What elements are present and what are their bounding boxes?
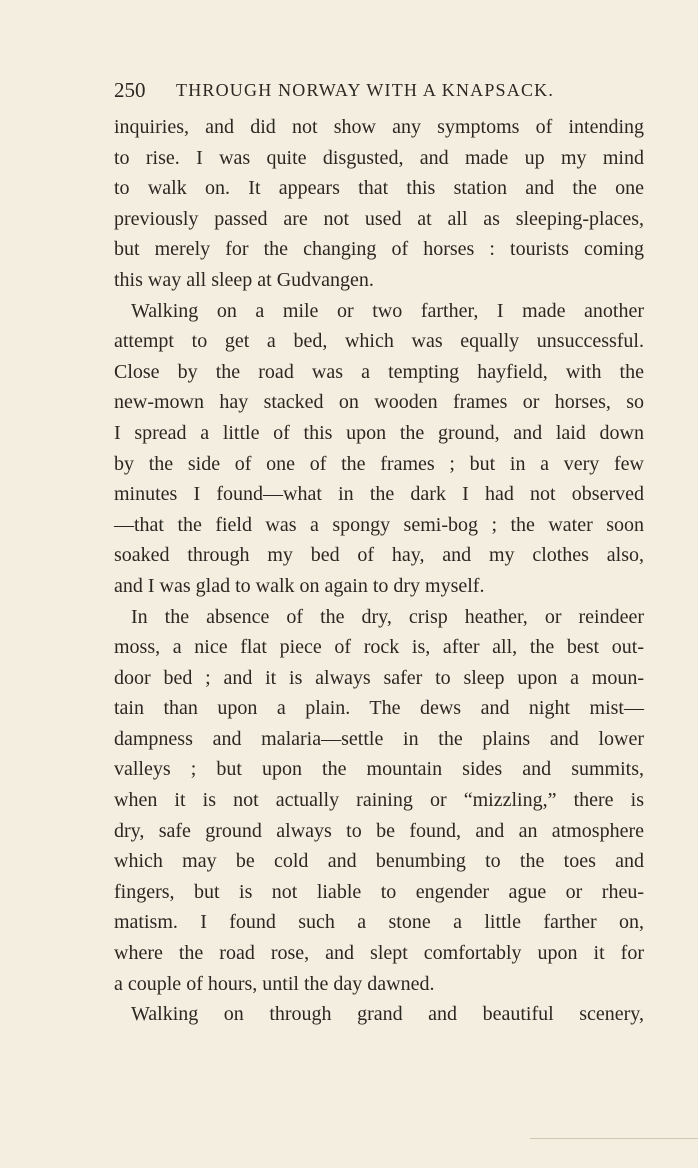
text-line: inquiries, and did not show any symptoms of intending xyxy=(114,116,644,138)
body-text xyxy=(114,112,644,1030)
text-line: Close by the road was a tempting hayfield, with the xyxy=(114,360,644,383)
text-line: a couple of hours, until the day dawned. xyxy=(114,972,435,995)
text-line: but merely for the changing of horses : tourists coming xyxy=(114,238,644,261)
text-line: where the road rose, and slept comfortably upon it for xyxy=(114,942,644,965)
text-line: attempt to get a bed, which was equally unsuccessful. xyxy=(114,330,644,353)
text-line: tain than upon a plain. The dews and night mist— xyxy=(114,697,644,720)
text-line: by the side of one of the frames ; but in a very few xyxy=(114,452,644,475)
text-line: to walk on. It appears that this station and the one xyxy=(114,177,644,200)
page-number: 250 xyxy=(114,78,146,102)
text-line: —that the field was a spongy semi-bog ; the water soon xyxy=(114,513,644,536)
text-line: Walking on a mile or two farther, I made another xyxy=(131,299,644,322)
text-line: and I was glad to walk on again to dry myself. xyxy=(114,574,485,597)
text-line: to rise. I was quite disgusted, and made up my mind xyxy=(114,146,644,169)
page-edge-rule xyxy=(530,1138,698,1139)
running-head: THROUGH NORWAY WITH A KNAPSACK. xyxy=(176,80,555,100)
text-line: matism. I found such a stone a little farther on, xyxy=(114,911,644,934)
text-line: fingers, but is not liable to engender ague or rheu- xyxy=(114,880,644,903)
text-line: valleys ; but upon the mountain sides and summits, xyxy=(114,758,644,781)
text-line: In the absence of the dry, crisp heather, or reindeer xyxy=(131,605,644,628)
text-line: this way all sleep at Gudvangen. xyxy=(114,268,374,291)
page-header xyxy=(114,72,584,106)
text-line: previously passed are not used at all as sleeping-places, xyxy=(114,207,644,230)
text-line: minutes I found—what in the dark I had not observed xyxy=(114,483,644,506)
text-line: Walking on through grand and beautiful scenery, xyxy=(131,1003,644,1026)
text-line: dry, safe ground always to be found, and an atmosphere xyxy=(114,819,644,842)
text-line: which may be cold and benumbing to the toes and xyxy=(114,850,644,873)
text-line: door bed ; and it is always safer to sleep upon a moun- xyxy=(114,666,644,689)
text-line: dampness and malaria—settle in the plains and lower xyxy=(114,727,644,750)
text-line: moss, a nice flat piece of rock is, after all, the best out- xyxy=(114,636,644,659)
text-line: I spread a little of this upon the ground, and laid down xyxy=(114,421,644,444)
text-line: soaked through my bed of hay, and my clothes also, xyxy=(114,544,644,567)
text-line: new-mown hay stacked on wooden frames or horses, so xyxy=(114,391,644,414)
text-line: when it is not actually raining or “mizzling,” there is xyxy=(114,789,644,812)
